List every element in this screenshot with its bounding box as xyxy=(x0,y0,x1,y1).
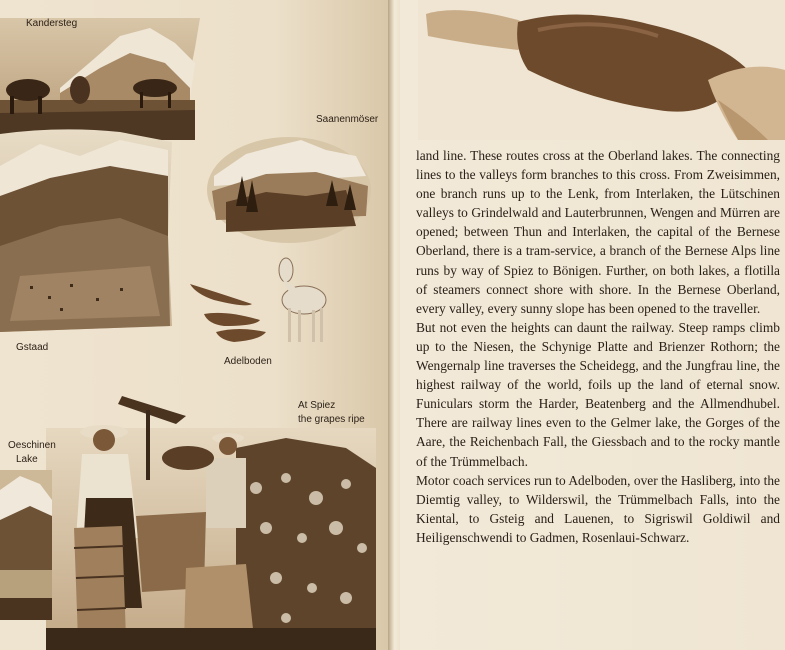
saanenmoser-photo xyxy=(206,136,372,244)
oeschinen-photo xyxy=(0,470,52,620)
right-page xyxy=(400,0,785,650)
gstaad-photo xyxy=(0,126,176,336)
oeschinen-caption-line2: Lake xyxy=(16,454,38,465)
paragraph-3: Motor coach services run to Adelboden, over the Hasliberg, into the Diemtig valley, to Wilderswil, the Trümmelbach Falls, into the Kiental, to Gsteig and Lauenen, to Sigriswil Goldiwil and Heiligenschwendi to Gadmen, Rosenlaui-Schwarz. xyxy=(416,472,780,545)
kandersteg-caption: Kandersteg xyxy=(26,18,78,29)
gstaad-caption: Gstaad xyxy=(16,342,49,353)
paragraph-1: land line. These routes cross at the Oberland lakes. The connecting lines to the valleys form branches to this cross. From Zweisimmen, one branch runs up to the Lenk, from Interlaken, the Lütschinen valleys to Grindelwald and Lauterbrunnen, Wengen and Mürren are opened; between Thun and Interlaken, the capital of the Bernese Oberland, there is a tram-service, a branch of the Bernese Alps line runs by way of Spiez to Bönigen. Further, on both lakes, a flotilla of steamers connect shore with shore. In the Bernese Oberland, every valley, every sunny slope has been opened to the traveller. xyxy=(416,148,780,316)
paragraph-2: But not even the heights can daunt the railway. Steep ramps climb up to the Niesen, the Schynige Platte and Brienzer Rothorn; the Wengernalp line traverses the Scheidegg, and the Jungfrau line, the highest railway of the world, foils up the land of eternal snow. Funiculars storm the Harder, Beatenberg and the Allmendhubel. There are railway lines even to the Gelmer lake, the Gorges of the Aare, the Reichenbach Fall, the Giessbach and to the rocky mantle of the Trümmelbach. xyxy=(416,319,780,469)
spiez-caption-line1: At Spiez xyxy=(298,400,336,411)
spiez-caption-line2: the grapes ripe xyxy=(298,414,365,425)
kandersteg-photo xyxy=(0,18,200,140)
oeschinen-caption-line1: Oeschinen xyxy=(8,440,56,451)
saanenmoser-caption: Saanenmöser xyxy=(316,114,379,125)
left-page xyxy=(0,0,392,650)
adelboden-photo xyxy=(186,248,336,352)
article-body xyxy=(416,146,780,547)
adelboden-caption: Adelboden xyxy=(224,356,272,367)
swimmer-photo xyxy=(418,0,785,140)
spiez-vineyard-photo xyxy=(46,388,376,650)
